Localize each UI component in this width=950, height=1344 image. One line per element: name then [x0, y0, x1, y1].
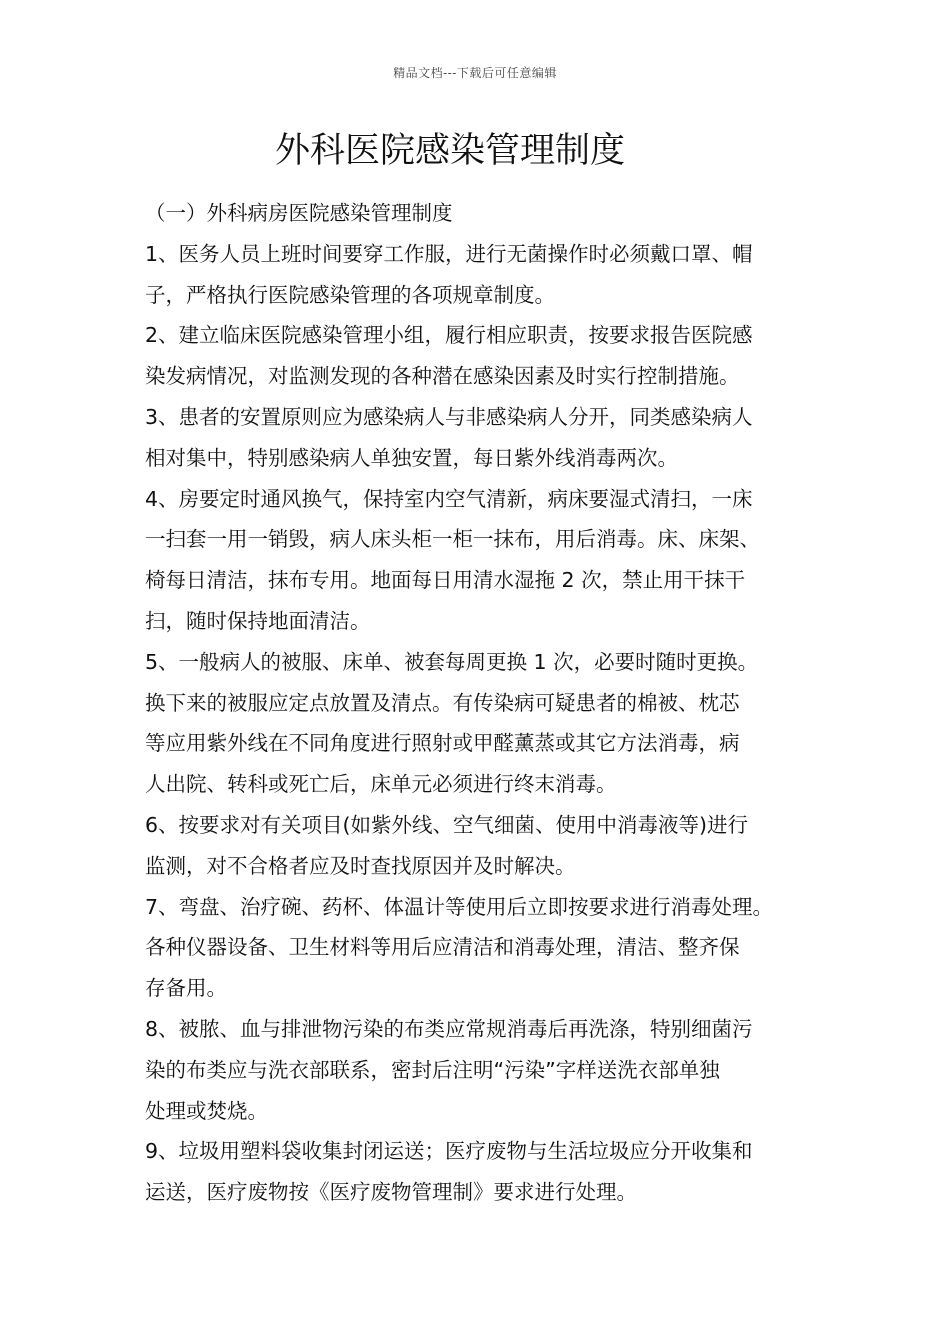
paragraph-line: 一扫套一用一销毁，病人床头柜一柜一抹布，用后消毒。床、床架、 [145, 527, 760, 552]
paragraph-line: 人出院、转科或死亡后，床单元必须进行终末消毒。 [145, 772, 617, 797]
paragraph-line: 7、弯盘、治疗碗、药杯、体温计等使用后立即按要求进行消毒处理。 [145, 894, 774, 919]
page-header-watermark: 精品文档---下载后可任意编辑 [393, 66, 557, 80]
paragraph-line: 1、医务人员上班时间要穿工作服，进行无菌操作时必须戴口罩、帽 [145, 241, 753, 266]
paragraph-line: 3、患者的安置原则应为感染病人与非感染病人分开，同类感染病人 [145, 404, 753, 429]
paragraph-line: 换下来的被服应定点放置及清点。有传染病可疑患者的棉被、枕芯 [145, 690, 740, 715]
paragraph-line: 4、房要定时通风换气，保持室内空气清新，病床要湿式清扫，一床 [145, 486, 753, 511]
paragraph-line: 扫，随时保持地面清洁。 [145, 608, 371, 633]
paragraph-line: 染的布类应与洗衣部联系，密封后注明“污染”字样送洗衣部单独 [145, 1057, 720, 1082]
document-title: 外科医院感染管理制度 [274, 131, 625, 171]
paragraph-4 [145, 479, 815, 642]
paragraph-line: 运送，医疗废物按《医疗废物管理制》要求进行处理。 [145, 1180, 637, 1205]
paragraph-line: 椅每日清洁，抹布专用。地面每日用清水湿拖 2 次，禁止用干抹干 [145, 568, 746, 593]
paragraph-line: 存备用。 [145, 976, 227, 1001]
paragraph-line: 9、垃圾用塑料袋收集封闭运送；医疗废物与生活垃圾应分开收集和 [145, 1139, 753, 1164]
paragraph-line: 处理或焚烧。 [145, 1098, 268, 1123]
paragraph-line: 8、被脓、血与排泄物污染的布类应常规消毒后再洗涤，特别细菌污 [145, 1016, 753, 1041]
section-heading: （一）外科病房医院感染管理制度 [145, 201, 453, 225]
paragraph-3 [145, 397, 815, 479]
document-body [145, 193, 815, 1213]
paragraph-line: 各种仪器设备、卫生材料等用后应清洁和消毒处理，清洁、整齐保 [145, 935, 740, 960]
paragraph-line: 监测，对不合格者应及时查找原因并及时解决。 [145, 853, 576, 878]
paragraph-1 [145, 234, 815, 316]
paragraph-line: 染发病情况，对监测发现的各种潜在感染因素及时实行控制措施。 [145, 364, 740, 389]
paragraph-line: 2、建立临床医院感染管理小组，履行相应职责，按要求报告医院感 [145, 323, 753, 348]
paragraph-line: 5、一般病人的被服、床单、被套每周更换 1 次，必要时随时更换。 [145, 649, 759, 674]
paragraph-6 [145, 805, 815, 887]
paragraph-8 [145, 1009, 815, 1131]
paragraph-line: 相对集中，特别感染病人单独安置，每日紫外线消毒两次。 [145, 445, 678, 470]
paragraph-9 [145, 1131, 815, 1213]
paragraph-line: 6、按要求对有关项目(如紫外线、空气细菌、使用中消毒液等)进行 [145, 812, 749, 837]
paragraph-line: 子，严格执行医院感染管理的各项规章制度。 [145, 282, 555, 307]
paragraph-2 [145, 315, 815, 397]
paragraph-7 [145, 887, 815, 1009]
paragraph-5 [145, 642, 815, 805]
paragraph-line: 等应用紫外线在不同角度进行照射或甲醛薰蒸或其它方法消毒，病 [145, 731, 740, 756]
